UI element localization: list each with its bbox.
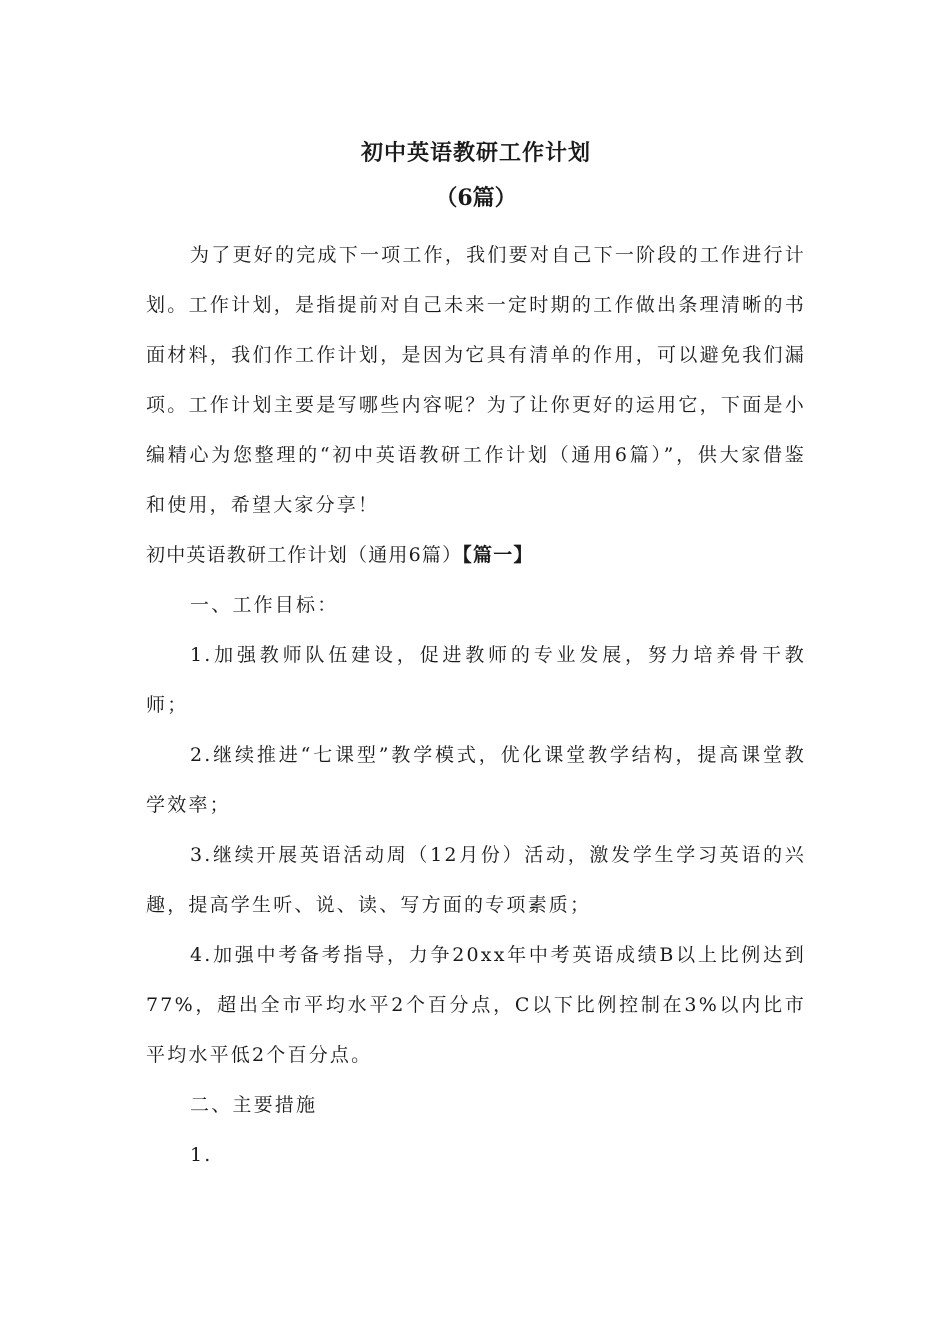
section-heading [146, 530, 806, 580]
heading-measures: 二、主要措施 [190, 1094, 318, 1116]
goal-item-3: 3.继续开展英语活动周（12月份）活动，激发学生学习英语的兴趣，提高学生听、说、读、写方面的专项素质； [146, 844, 806, 916]
document-subtitle: （6篇） [435, 185, 517, 211]
measure-item-1: 1. [190, 1144, 213, 1166]
document-title: 初中英语教研工作计划 [360, 140, 591, 166]
heading-goals: 一、工作目标： [190, 594, 339, 616]
section-heading-title: 初中英语教研工作计划（通用6篇） [146, 544, 463, 566]
goal-item-1: 1.加强教师队伍建设，促进教师的专业发展，努力培养骨干教师； [146, 644, 806, 716]
section-heading-tag: 【篇一】 [462, 544, 534, 566]
intro-paragraph: 为了更好的完成下一项工作，我们要对自己下一阶段的工作进行计划。工作计划，是指提前对自己未来一定时期的工作做出条理清晰的书面材料，我们作工作计划，是因为它具有清单的作用，可以避免我们漏项。工作计划主要是写哪些内容呢？为了让你更好的运用它，下面是小编精心为您整理的“初中英语教研工作计划（通用6篇）”，供大家借鉴和使用，希望大家分享！ [146, 244, 806, 516]
goal-item-2: 2.继续推进“七课型”教学模式，优化课堂教学结构，提高课堂教学效率； [146, 744, 806, 816]
document-body [146, 128, 806, 1180]
goal-item-4: 4.加强中考备考指导，力争20xx年中考英语成绩B以上比例达到77%，超出全市平均水平2个百分点，C以下比例控制在3%以内比市平均水平低2个百分点。 [146, 944, 806, 1066]
